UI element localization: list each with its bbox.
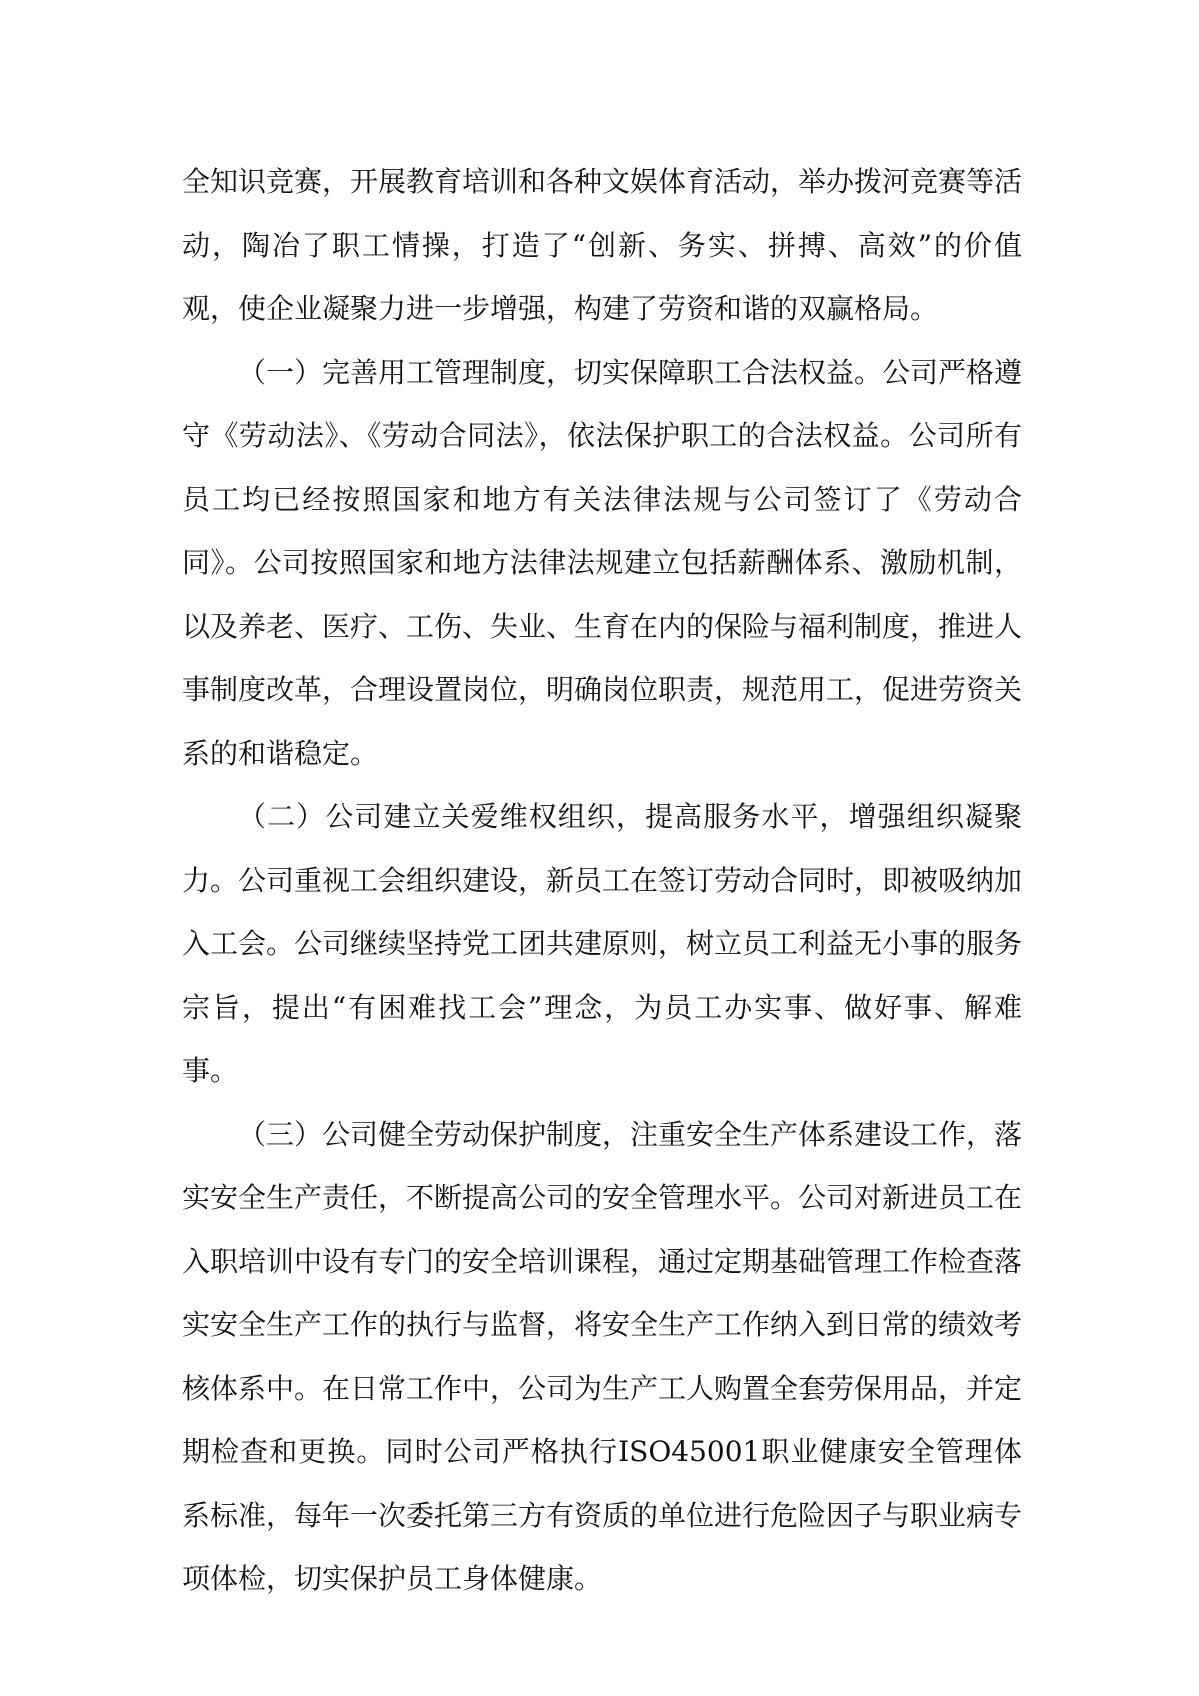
paragraph-intro-continuation: 全知识竞赛，开展教育培训和各种文娱体育活动，举办拨河竞赛等活动，陶冶了职工情操，打造了“创新、务实、拼搏、高效”的价值观，使企业凝聚力进一步增强，构建了劳资和谐的双赢格局。	[182, 165, 1023, 325]
paragraph-section-1: （一）完善用工管理制度，切实保障职工合法权益。公司严格遵守《劳动法》、《劳动合同法》，依法保护职工的合法权益。公司所有员工均已经按照国家和地方有关法律法规与公司签订了《劳动合同》。公司按照国家和地方法律法规建立包括薪酬体系、激励机制，以及养老、医疗、工伤、失业、生育在内的保险与福利制度，推进人事制度改革，合理设置岗位，明确岗位职责，规范用工，促进劳资关系的和谐稳定。	[182, 355, 1023, 770]
document-body	[182, 150, 1022, 1611]
paragraph-section-2: （二）公司建立关爱维权组织，提高服务水平，增强组织凝聚力。公司重视工会组织建设，新员工在签订劳动合同时，即被吸纳加入工会。公司继续坚持党工团共建原则，树立员工利益无小事的服务宗旨，提出“有困难找工会”理念，为员工办实事、做好事、解难事。	[182, 800, 1023, 1087]
paragraph-section-3: （三）公司健全劳动保护制度，注重安全生产体系建设工作，落实安全生产责任，不断提高公司的安全管理水平。公司对新进员工在入职培训中设有专门的安全培训课程，通过定期基础管理工作检查落实安全生产工作的执行与监督，将安全生产工作纳入到日常的绩效考核体系中。在日常工作中，公司为生产工人购置全套劳保用品，并定期检查和更换。同时公司严格执行ISO45001职业健康安全管理体系标准，每年一次委托第三方有资质的单位进行危险因子与职业病专项体检，切实保护员工身体健康。	[182, 1117, 1023, 1595]
